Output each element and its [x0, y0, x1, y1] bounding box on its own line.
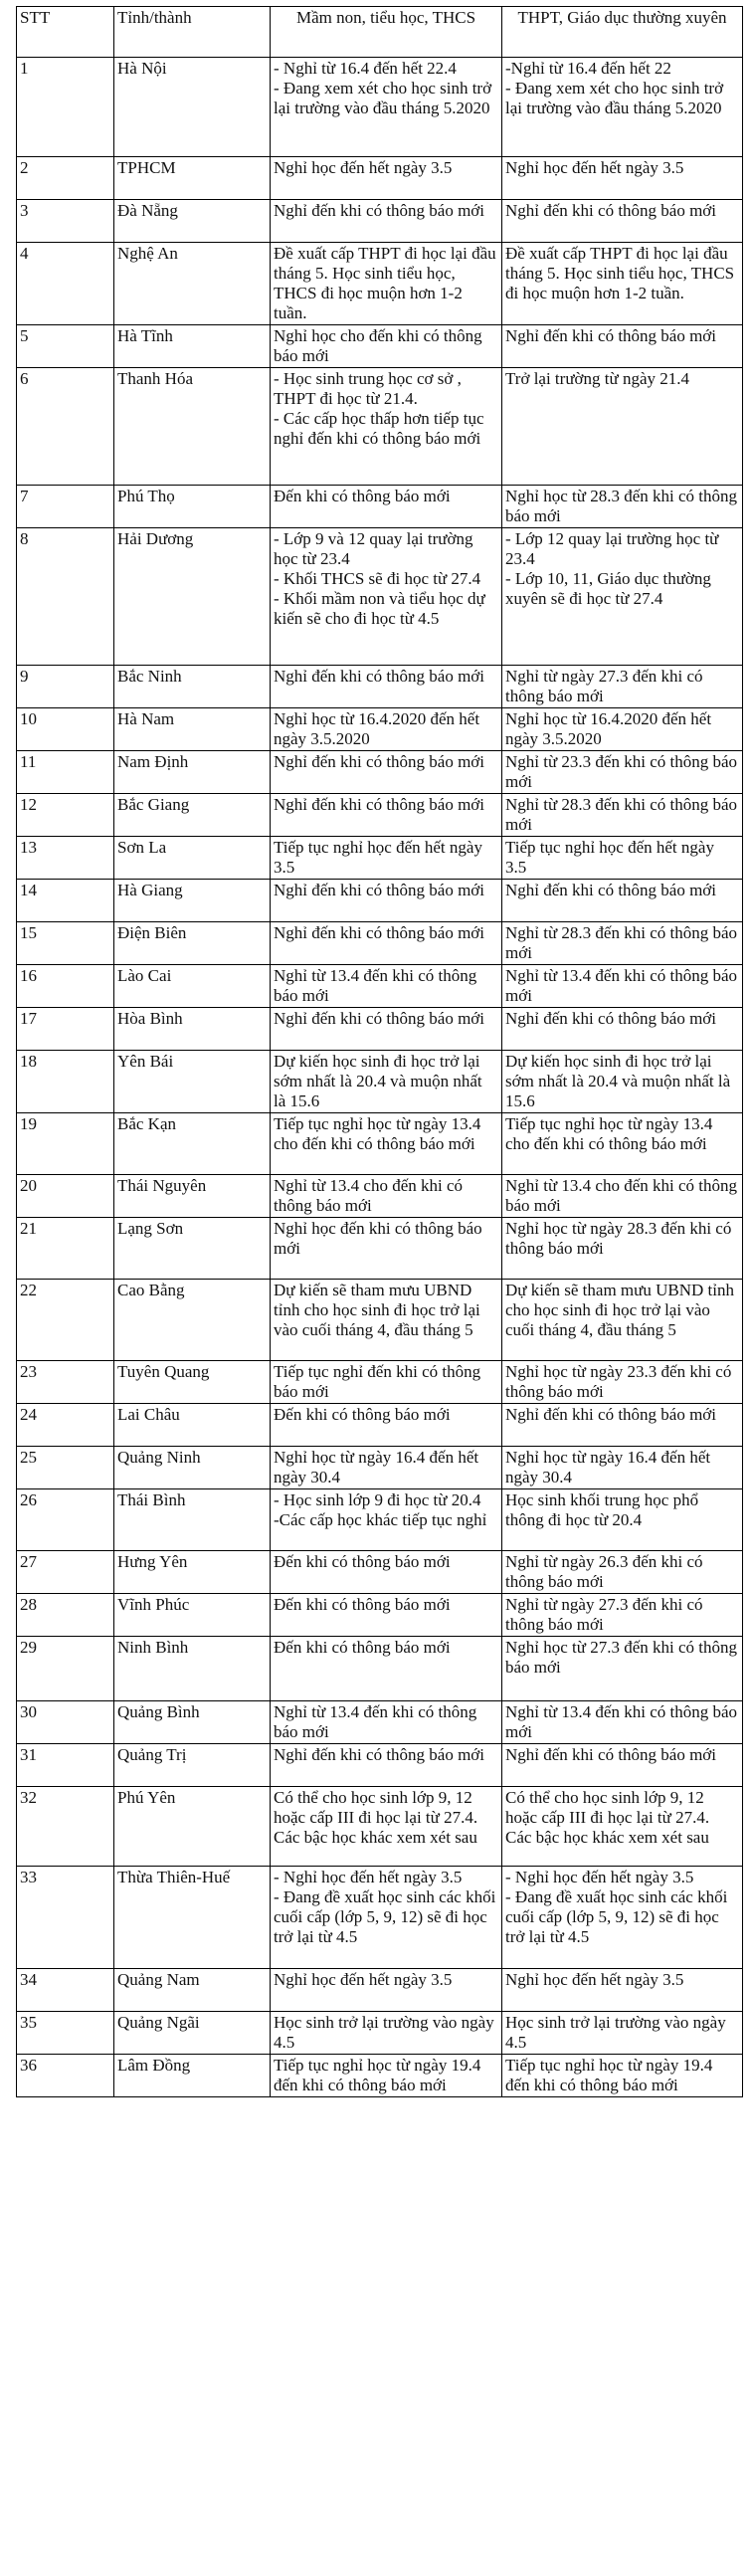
- province-cell: Phú Thọ: [114, 486, 271, 528]
- primary-schedule-cell: - Học sinh trung học cơ sở , THPT đi học từ 21.4. - Các cấp học thấp hơn tiếp tục nghỉ đến khi có thông báo mới: [271, 368, 502, 486]
- primary-schedule-cell: Đến khi có thông báo mới: [271, 486, 502, 528]
- secondary-schedule-cell: Dự kiến sẽ tham mưu UBND tỉnh cho học sinh đi học trở lại vào cuối tháng 4, đầu tháng 5: [502, 1280, 743, 1361]
- secondary-schedule-cell: Nghỉ học đến hết ngày 3.5: [502, 157, 743, 200]
- table-header-row: [17, 7, 743, 58]
- province-cell: Quảng Trị: [114, 1744, 271, 1787]
- school-reopening-table-document: [16, 6, 742, 2568]
- primary-schedule-cell: Đến khi có thông báo mới: [271, 1637, 502, 1701]
- primary-schedule-cell: Nghỉ đến khi có thông báo mới: [271, 200, 502, 243]
- primary-schedule-cell: Tiếp tục nghỉ đến khi có thông báo mới: [271, 1361, 502, 1404]
- primary-schedule-cell: Nghỉ đến khi có thông báo mới: [271, 751, 502, 794]
- secondary-schedule-cell: Nghỉ từ ngày 27.3 đến khi có thông báo mới: [502, 666, 743, 708]
- secondary-schedule-cell: Tiếp tục nghỉ học từ ngày 19.4 đến khi có thông báo mới: [502, 2055, 743, 2097]
- primary-schedule-cell: Nghỉ đến khi có thông báo mới: [271, 666, 502, 708]
- province-cell: Thừa Thiên-Huế: [114, 1867, 271, 1969]
- province-cell: Nam Định: [114, 751, 271, 794]
- primary-schedule-cell: Nghỉ học từ 16.4.2020 đến hết ngày 3.5.2020: [271, 708, 502, 751]
- header-primary-schools: Mầm non, tiểu học, THCS: [271, 7, 502, 58]
- table-row: [17, 1594, 743, 1637]
- primary-schedule-cell: Nghỉ từ 13.4 cho đến khi có thông báo mới: [271, 1175, 502, 1218]
- secondary-schedule-cell: Có thể cho học sinh lớp 9, 12 hoặc cấp III đi học lại từ 27.4. Các bậc học khác xem xét sau: [502, 1787, 743, 1867]
- stt-cell: 11: [17, 751, 114, 794]
- primary-schedule-cell: Đến khi có thông báo mới: [271, 1594, 502, 1637]
- province-cell: Bắc Ninh: [114, 666, 271, 708]
- province-cell: Thái Bình: [114, 1489, 271, 1551]
- stt-cell: 17: [17, 1008, 114, 1051]
- stt-cell: 5: [17, 325, 114, 368]
- province-cell: Tuyên Quang: [114, 1361, 271, 1404]
- secondary-schedule-cell: -Nghỉ từ 16.4 đến hết 22 - Đang xem xét cho học sinh trở lại trường vào đầu tháng 5.2020: [502, 58, 743, 157]
- secondary-schedule-cell: Nghỉ từ 28.3 đến khi có thông báo mới: [502, 794, 743, 837]
- secondary-schedule-cell: Nghỉ đến khi có thông báo mới: [502, 880, 743, 922]
- table-row: [17, 1218, 743, 1280]
- table-row: [17, 157, 743, 200]
- table-row: [17, 965, 743, 1008]
- stt-cell: 4: [17, 243, 114, 325]
- secondary-schedule-cell: Nghỉ từ 13.4 đến khi có thông báo mới: [502, 1701, 743, 1744]
- stt-cell: 21: [17, 1218, 114, 1280]
- table-row: [17, 794, 743, 837]
- secondary-schedule-cell: Nghỉ đến khi có thông báo mới: [502, 325, 743, 368]
- stt-cell: 18: [17, 1051, 114, 1113]
- table-row: [17, 2055, 743, 2097]
- stt-cell: 35: [17, 2012, 114, 2055]
- stt-cell: 10: [17, 708, 114, 751]
- table-row: [17, 1280, 743, 1361]
- province-cell: Yên Bái: [114, 1051, 271, 1113]
- stt-cell: 24: [17, 1404, 114, 1447]
- secondary-schedule-cell: Tiếp tục nghỉ học từ ngày 13.4 cho đến khi có thông báo mới: [502, 1113, 743, 1175]
- secondary-schedule-cell: Nghỉ học từ ngày 23.3 đến khi có thông báo mới: [502, 1361, 743, 1404]
- table-row: [17, 751, 743, 794]
- province-cell: Vĩnh Phúc: [114, 1594, 271, 1637]
- secondary-schedule-cell: Nghỉ đến khi có thông báo mới: [502, 1008, 743, 1051]
- province-cell: Lai Châu: [114, 1404, 271, 1447]
- secondary-schedule-cell: - Nghỉ học đến hết ngày 3.5 - Đang đề xuất học sinh các khối cuối cấp (lớp 5, 9, 12) sẽ đi học trở lại từ 4.5: [502, 1867, 743, 1969]
- table-row: [17, 528, 743, 666]
- stt-cell: 13: [17, 837, 114, 880]
- secondary-schedule-cell: Nghỉ học từ 16.4.2020 đến hết ngày 3.5.2020: [502, 708, 743, 751]
- province-cell: TPHCM: [114, 157, 271, 200]
- secondary-schedule-cell: Nghỉ từ ngày 26.3 đến khi có thông báo mới: [502, 1551, 743, 1594]
- province-cell: Ninh Bình: [114, 1637, 271, 1701]
- table-row: [17, 1551, 743, 1594]
- stt-cell: 25: [17, 1447, 114, 1489]
- secondary-schedule-cell: Nghỉ đến khi có thông báo mới: [502, 1744, 743, 1787]
- province-cell: Bắc Giang: [114, 794, 271, 837]
- secondary-schedule-cell: Nghỉ đến khi có thông báo mới: [502, 1404, 743, 1447]
- secondary-schedule-cell: Trở lại trường từ ngày 21.4: [502, 368, 743, 486]
- province-cell: Hưng Yên: [114, 1551, 271, 1594]
- province-cell: Đà Nẵng: [114, 200, 271, 243]
- primary-schedule-cell: Tiếp tục nghỉ học từ ngày 13.4 cho đến khi có thông báo mới: [271, 1113, 502, 1175]
- stt-cell: 30: [17, 1701, 114, 1744]
- stt-cell: 31: [17, 1744, 114, 1787]
- table-row: [17, 837, 743, 880]
- province-cell: Sơn La: [114, 837, 271, 880]
- table-row: [17, 1361, 743, 1404]
- stt-cell: 36: [17, 2055, 114, 2097]
- table-row: [17, 666, 743, 708]
- secondary-schedule-cell: Nghỉ học từ ngày 28.3 đến khi có thông báo mới: [502, 1218, 743, 1280]
- province-cell: Hòa Bình: [114, 1008, 271, 1051]
- stt-cell: 22: [17, 1280, 114, 1361]
- table-row: [17, 1404, 743, 1447]
- secondary-schedule-cell: Học sinh khối trung học phổ thông đi học từ 20.4: [502, 1489, 743, 1551]
- primary-schedule-cell: Học sinh trở lại trường vào ngày 4.5: [271, 2012, 502, 2055]
- primary-schedule-cell: - Nghỉ từ 16.4 đến hết 22.4 - Đang xem xét cho học sinh trở lại trường vào đầu tháng 5.2020: [271, 58, 502, 157]
- primary-schedule-cell: Nghỉ đến khi có thông báo mới: [271, 794, 502, 837]
- secondary-schedule-cell: Nghỉ học đến hết ngày 3.5: [502, 1969, 743, 2012]
- primary-schedule-cell: Tiếp tục nghỉ học đến hết ngày 3.5: [271, 837, 502, 880]
- secondary-schedule-cell: Nghỉ từ 13.4 cho đến khi có thông báo mới: [502, 1175, 743, 1218]
- stt-cell: 1: [17, 58, 114, 157]
- primary-schedule-cell: Nghỉ học cho đến khi có thông báo mới: [271, 325, 502, 368]
- table-row: [17, 58, 743, 157]
- table-row: [17, 1701, 743, 1744]
- primary-schedule-cell: - Học sinh lớp 9 đi học từ 20.4 -Các cấp học khác tiếp tục nghỉ: [271, 1489, 502, 1551]
- province-cell: Thanh Hóa: [114, 368, 271, 486]
- secondary-schedule-cell: Nghỉ học từ ngày 16.4 đến hết ngày 30.4: [502, 1447, 743, 1489]
- province-cell: Hải Dương: [114, 528, 271, 666]
- table-row: [17, 486, 743, 528]
- secondary-schedule-cell: Nghỉ từ ngày 27.3 đến khi có thông báo mới: [502, 1594, 743, 1637]
- secondary-schedule-cell: Nghỉ từ 23.3 đến khi có thông báo mới: [502, 751, 743, 794]
- province-cell: Cao Bằng: [114, 1280, 271, 1361]
- primary-schedule-cell: Nghỉ học đến hết ngày 3.5: [271, 1969, 502, 2012]
- stt-cell: 26: [17, 1489, 114, 1551]
- province-cell: Quảng Nam: [114, 1969, 271, 2012]
- primary-schedule-cell: Nghỉ đến khi có thông báo mới: [271, 880, 502, 922]
- stt-cell: 6: [17, 368, 114, 486]
- header-stt: STT: [17, 7, 114, 58]
- province-cell: Quảng Ngãi: [114, 2012, 271, 2055]
- stt-cell: 2: [17, 157, 114, 200]
- table-row: [17, 1969, 743, 2012]
- province-cell: Lạng Sơn: [114, 1218, 271, 1280]
- primary-schedule-cell: Nghỉ đến khi có thông báo mới: [271, 922, 502, 965]
- table-row: [17, 1867, 743, 1969]
- secondary-schedule-cell: Học sinh trở lại trường vào ngày 4.5: [502, 2012, 743, 2055]
- stt-cell: 3: [17, 200, 114, 243]
- primary-schedule-cell: Nghỉ đến khi có thông báo mới: [271, 1008, 502, 1051]
- province-cell: Hà Nam: [114, 708, 271, 751]
- stt-cell: 33: [17, 1867, 114, 1969]
- province-cell: Điện Biên: [114, 922, 271, 965]
- primary-schedule-cell: Tiếp tục nghỉ học từ ngày 19.4 đến khi có thông báo mới: [271, 2055, 502, 2097]
- province-cell: Quảng Ninh: [114, 1447, 271, 1489]
- stt-cell: 23: [17, 1361, 114, 1404]
- stt-cell: 28: [17, 1594, 114, 1637]
- primary-schedule-cell: Nghỉ từ 13.4 đến khi có thông báo mới: [271, 1701, 502, 1744]
- school-schedule-table: [16, 6, 743, 2097]
- stt-cell: 7: [17, 486, 114, 528]
- province-cell: Quảng Bình: [114, 1701, 271, 1744]
- stt-cell: 29: [17, 1637, 114, 1701]
- primary-schedule-cell: Đến khi có thông báo mới: [271, 1551, 502, 1594]
- province-cell: Phú Yên: [114, 1787, 271, 1867]
- primary-schedule-cell: Có thể cho học sinh lớp 9, 12 hoặc cấp III đi học lại từ 27.4. Các bậc học khác xem xét sau: [271, 1787, 502, 1867]
- primary-schedule-cell: Đến khi có thông báo mới: [271, 1404, 502, 1447]
- province-cell: Hà Giang: [114, 880, 271, 922]
- province-cell: Lào Cai: [114, 965, 271, 1008]
- secondary-schedule-cell: Nghỉ từ 28.3 đến khi có thông báo mới: [502, 922, 743, 965]
- table-row: [17, 368, 743, 486]
- primary-schedule-cell: Nghỉ học đến hết ngày 3.5: [271, 157, 502, 200]
- header-high-schools: THPT, Giáo dục thường xuyên: [502, 7, 743, 58]
- primary-schedule-cell: Nghỉ đến khi có thông báo mới: [271, 1744, 502, 1787]
- table-row: [17, 1051, 743, 1113]
- stt-cell: 14: [17, 880, 114, 922]
- table-row: [17, 243, 743, 325]
- stt-cell: 15: [17, 922, 114, 965]
- secondary-schedule-cell: Nghỉ từ 13.4 đến khi có thông báo mới: [502, 965, 743, 1008]
- stt-cell: 32: [17, 1787, 114, 1867]
- table-row: [17, 325, 743, 368]
- table-row: [17, 200, 743, 243]
- stt-cell: 8: [17, 528, 114, 666]
- primary-schedule-cell: Nghỉ học từ ngày 16.4 đến hết ngày 30.4: [271, 1447, 502, 1489]
- secondary-schedule-cell: Dự kiến học sinh đi học trở lại sớm nhất là 20.4 và muộn nhất là 15.6: [502, 1051, 743, 1113]
- stt-cell: 34: [17, 1969, 114, 2012]
- table-row: [17, 1008, 743, 1051]
- stt-cell: 19: [17, 1113, 114, 1175]
- stt-cell: 9: [17, 666, 114, 708]
- table-row: [17, 1744, 743, 1787]
- stt-cell: 16: [17, 965, 114, 1008]
- table-row: [17, 922, 743, 965]
- table-row: [17, 708, 743, 751]
- province-cell: Hà Tĩnh: [114, 325, 271, 368]
- primary-schedule-cell: Dự kiến học sinh đi học trở lại sớm nhất là 20.4 và muộn nhất là 15.6: [271, 1051, 502, 1113]
- secondary-schedule-cell: Nghỉ học từ 27.3 đến khi có thông báo mới: [502, 1637, 743, 1701]
- secondary-schedule-cell: Đề xuất cấp THPT đi học lại đầu tháng 5. Học sinh tiểu học, THCS đi học muộn hơn 1-2 tuần.: [502, 243, 743, 325]
- stt-cell: 20: [17, 1175, 114, 1218]
- province-cell: Bắc Kạn: [114, 1113, 271, 1175]
- primary-schedule-cell: Dự kiến sẽ tham mưu UBND tỉnh cho học sinh đi học trở lại vào cuối tháng 4, đầu tháng 5: [271, 1280, 502, 1361]
- province-cell: Thái Nguyên: [114, 1175, 271, 1218]
- province-cell: Nghệ An: [114, 243, 271, 325]
- province-cell: Hà Nội: [114, 58, 271, 157]
- primary-schedule-cell: - Nghỉ học đến hết ngày 3.5 - Đang đề xuất học sinh các khối cuối cấp (lớp 5, 9, 12) sẽ đi học trở lại từ 4.5: [271, 1867, 502, 1969]
- stt-cell: 12: [17, 794, 114, 837]
- stt-cell: 27: [17, 1551, 114, 1594]
- table-row: [17, 1787, 743, 1867]
- table-row: [17, 880, 743, 922]
- secondary-schedule-cell: Nghỉ học từ 28.3 đến khi có thông báo mới: [502, 486, 743, 528]
- table-row: [17, 1489, 743, 1551]
- primary-schedule-cell: Nghỉ từ 13.4 đến khi có thông báo mới: [271, 965, 502, 1008]
- table-row: [17, 1113, 743, 1175]
- table-body: [17, 58, 743, 2097]
- province-cell: Lâm Đồng: [114, 2055, 271, 2097]
- table-row: [17, 2012, 743, 2055]
- primary-schedule-cell: - Lớp 9 và 12 quay lại trường học từ 23.4 - Khối THCS sẽ đi học từ 27.4 - Khối mầm non và tiểu học dự kiến sẽ cho đi học từ 4.5: [271, 528, 502, 666]
- table-row: [17, 1637, 743, 1701]
- secondary-schedule-cell: - Lớp 12 quay lại trường học từ 23.4 - Lớp 10, 11, Giáo dục thường xuyên sẽ đi học từ 27.4: [502, 528, 743, 666]
- header-province: Tỉnh/thành: [114, 7, 271, 58]
- table-row: [17, 1447, 743, 1489]
- primary-schedule-cell: Đề xuất cấp THPT đi học lại đầu tháng 5. Học sinh tiểu học, THCS đi học muộn hơn 1-2 tuần.: [271, 243, 502, 325]
- primary-schedule-cell: Nghỉ học đến khi có thông báo mới: [271, 1218, 502, 1280]
- secondary-schedule-cell: Tiếp tục nghỉ học đến hết ngày 3.5: [502, 837, 743, 880]
- table-row: [17, 1175, 743, 1218]
- secondary-schedule-cell: Nghỉ đến khi có thông báo mới: [502, 200, 743, 243]
